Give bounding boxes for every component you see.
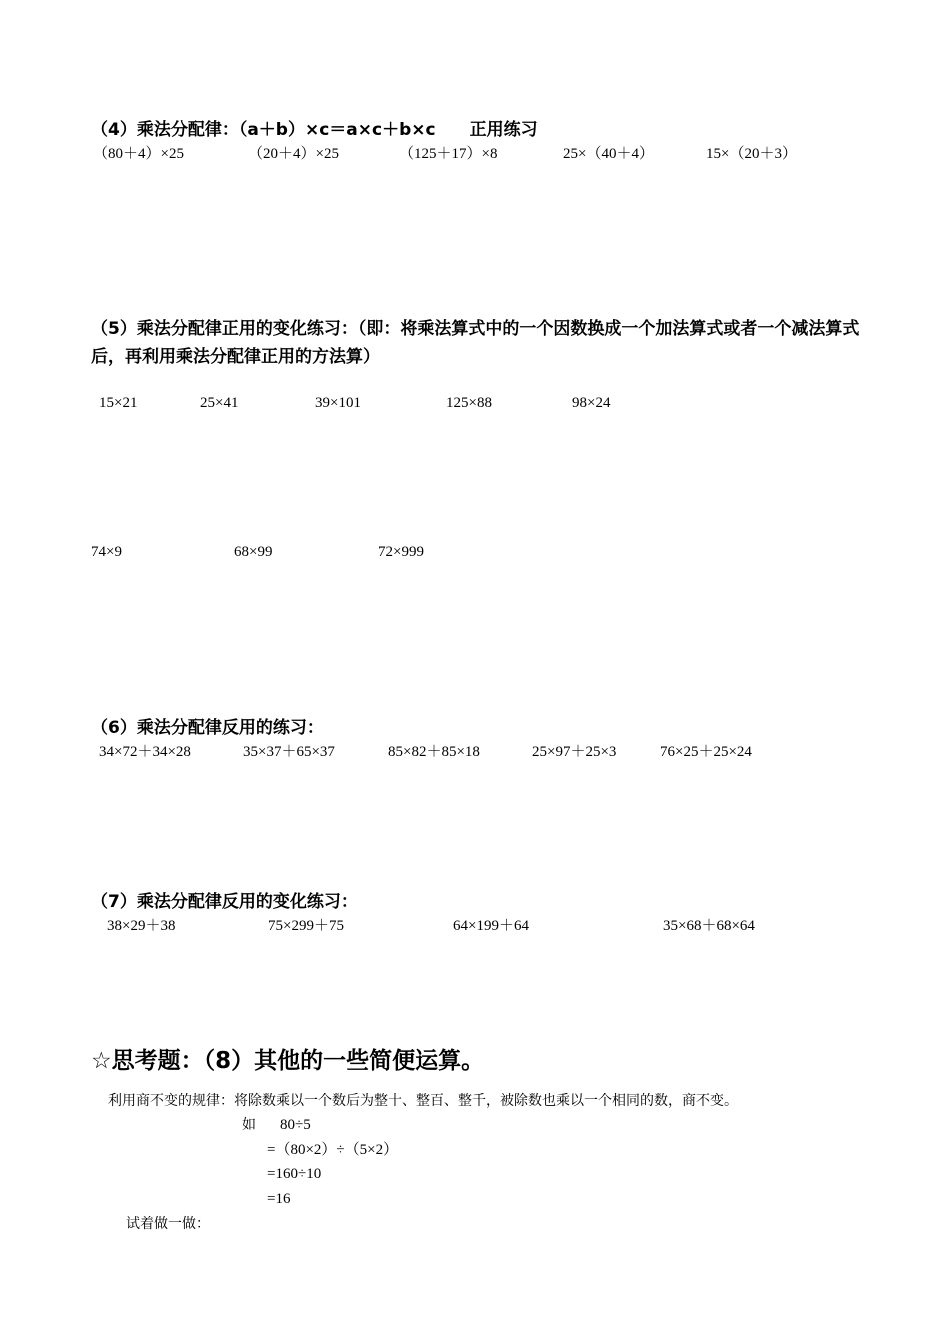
exercise-6-5: 76×25＋25×24 [660, 744, 752, 760]
example-line-4: =16 [267, 1191, 291, 1207]
exercise-4-3: （125＋17）×8 [399, 146, 498, 162]
exercise-5-5: 98×24 [572, 395, 611, 411]
rule-text: 利用商不变的规律：将除数乘以一个数后为整十、整百、整千，被除数也乘以一个相同的数，商不变。 [108, 1093, 738, 1109]
exercise-4-1: （80＋4）×25 [93, 146, 184, 162]
exercise-5-1: 15×21 [99, 395, 138, 411]
exercise-6-2: 35×37＋65×37 [243, 744, 335, 760]
section-7-heading: （7）乘法分配律反用的变化练习： [91, 892, 358, 912]
exercise-5-8: 72×999 [378, 544, 424, 560]
exercise-4-4: 25×（40＋4） [563, 146, 654, 162]
exercise-4-2: （20＋4）×25 [248, 146, 339, 162]
exercise-6-1: 34×72＋34×28 [99, 744, 191, 760]
exercise-5-2: 25×41 [200, 395, 239, 411]
exercise-6-4: 25×97＋25×3 [532, 744, 617, 760]
exercise-5-4: 125×88 [446, 395, 492, 411]
try-label: 试着做一做： [126, 1216, 210, 1232]
exercise-5-7: 68×99 [234, 544, 273, 560]
example-line-2: =（80×2）÷（5×2） [267, 1142, 399, 1158]
section-5-heading: （5）乘法分配律正用的变化练习：（即：将乘法算式中的一个因数换成一个加法算式或者一个减法算式后，再利用乘法分配律正用的方法算） [91, 319, 860, 367]
example-label: 如 [242, 1117, 256, 1133]
exercise-7-4: 35×68＋68×64 [663, 918, 755, 934]
example-line-3: =160÷10 [267, 1166, 322, 1182]
exercise-6-3: 85×82＋85×18 [388, 744, 480, 760]
example-line-1: 80÷5 [280, 1117, 311, 1133]
exercise-7-3: 64×199＋64 [453, 918, 529, 934]
section-8-heading: ☆思考题：（8）其他的一些简便运算。 [91, 1048, 485, 1074]
exercise-7-2: 75×299＋75 [268, 918, 344, 934]
section-4-heading: （4）乘法分配律：（a＋b）×c＝a×c＋b×c 正用练习 [91, 120, 538, 140]
section-6-heading: （6）乘法分配律反用的练习： [91, 718, 324, 738]
exercise-5-6: 74×9 [91, 544, 122, 560]
exercise-4-5: 15×（20＋3） [706, 146, 797, 162]
exercise-5-3: 39×101 [315, 395, 361, 411]
exercise-7-1: 38×29＋38 [107, 918, 176, 934]
